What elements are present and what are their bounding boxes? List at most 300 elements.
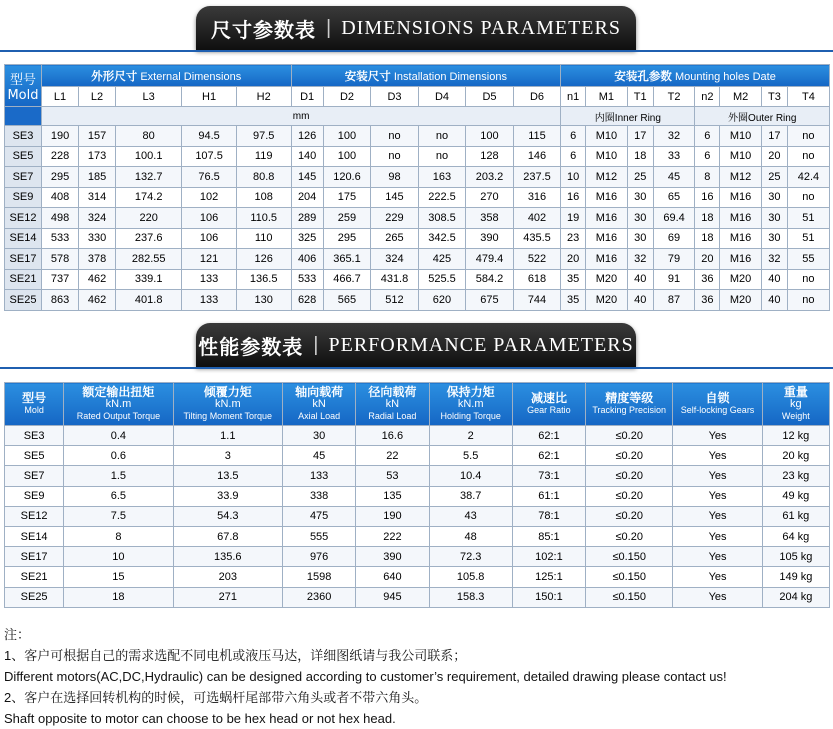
table-cell: 402 <box>513 208 561 229</box>
table-cell: 203.2 <box>466 167 514 188</box>
table-cell: 16.6 <box>356 426 429 446</box>
table-cell: 100 <box>466 126 514 147</box>
table-cell: 1598 <box>282 567 355 587</box>
table-cell: 475 <box>282 506 355 526</box>
model-cell: SE12 <box>5 208 42 229</box>
table-cell: 22 <box>356 446 429 466</box>
table-cell: 6 <box>695 126 720 147</box>
table-cell: 16 <box>561 187 586 208</box>
table-cell: 30 <box>282 426 355 446</box>
table-cell: 324 <box>79 208 116 229</box>
table-cell: 620 <box>418 290 466 311</box>
performance-column-header <box>512 383 585 426</box>
table-cell: 6 <box>561 126 586 147</box>
table-cell: ≤0.150 <box>586 547 673 567</box>
column-label: D1 <box>291 87 323 107</box>
table-cell: M12 <box>585 167 627 188</box>
table-cell: 2 <box>429 426 512 446</box>
header-unit: kN.m <box>105 398 132 410</box>
header-en: Tilting Moment Torque <box>183 411 273 421</box>
table-cell: ≤0.20 <box>586 526 673 546</box>
table-cell: 30 <box>762 228 788 249</box>
table-cell: 3 <box>173 446 282 466</box>
table-cell: 135 <box>356 486 429 506</box>
units-row <box>5 107 830 126</box>
header-cn: 型号 <box>22 391 47 405</box>
table-cell: 1.5 <box>64 466 173 486</box>
header-cn: 倾覆力矩 <box>203 385 252 399</box>
note-1-en: Different motors(AC,DC,Hydraulic) can be designed according to customer’s requirement, detailed drawing please contact us! <box>4 669 727 684</box>
column-label: D6 <box>513 87 561 107</box>
table-cell: 18 <box>627 146 653 167</box>
header-en: Tracking Precision <box>592 405 667 415</box>
table-cell: 25 <box>762 167 788 188</box>
table-cell: 174.2 <box>116 187 182 208</box>
table-cell: 203 <box>173 567 282 587</box>
table-cell: 8 <box>695 167 720 188</box>
column-label: n2 <box>695 87 720 107</box>
table-cell: 106 <box>182 208 237 229</box>
table-cell: 32 <box>653 126 695 147</box>
table-cell: Yes <box>673 466 762 486</box>
column-label: D3 <box>371 87 419 107</box>
table-cell: 222.5 <box>418 187 466 208</box>
performance-column-header <box>356 383 429 426</box>
table-cell: 32 <box>627 249 653 270</box>
table-cell: 55 <box>787 249 829 270</box>
table-cell: 185 <box>79 167 116 188</box>
header-en: Radial Load <box>368 411 417 421</box>
installation-header-cn: 安装尺寸 <box>344 68 391 83</box>
model-cell: SE3 <box>5 126 42 147</box>
header-cn: 轴向载荷 <box>295 385 344 399</box>
column-label: H2 <box>236 87 291 107</box>
table-cell: ≤0.150 <box>586 567 673 587</box>
table-cell: 565 <box>323 290 371 311</box>
table-cell: M20 <box>720 269 762 290</box>
column-label: M1 <box>585 87 627 107</box>
table-cell: 640 <box>356 567 429 587</box>
external-dimensions-header <box>42 65 292 87</box>
table-row <box>5 486 830 506</box>
banner-separator: | <box>326 16 332 39</box>
table-cell: 173 <box>79 146 116 167</box>
dimensions-banner-rule <box>0 50 833 52</box>
model-cell: SE25 <box>5 587 64 607</box>
model-cell: SE9 <box>5 486 64 506</box>
table-row <box>5 208 830 229</box>
column-label: T2 <box>653 87 695 107</box>
table-cell: ≤0.20 <box>586 426 673 446</box>
table-cell: 512 <box>371 290 419 311</box>
table-cell: no <box>371 146 419 167</box>
performance-column-header <box>282 383 355 426</box>
table-row <box>5 146 830 167</box>
table-cell: 133 <box>282 466 355 486</box>
table-cell: 106 <box>182 228 237 249</box>
table-cell: ≤0.20 <box>586 506 673 526</box>
table-cell: 76.5 <box>182 167 237 188</box>
table-cell: 338 <box>282 486 355 506</box>
table-cell: 237.6 <box>116 228 182 249</box>
table-cell: 18 <box>695 208 720 229</box>
column-label: n1 <box>561 87 586 107</box>
table-cell: 342.5 <box>418 228 466 249</box>
performance-header-row <box>5 383 830 426</box>
table-cell: 10 <box>64 547 173 567</box>
table-cell: 32 <box>762 249 788 270</box>
header-cn: 自锁 <box>705 391 730 405</box>
mold-header <box>5 65 42 107</box>
table-cell: 16 <box>695 187 720 208</box>
table-cell: 555 <box>282 526 355 546</box>
table-cell: 126 <box>291 126 323 147</box>
table-cell: 462 <box>79 290 116 311</box>
table-cell: 20 <box>695 249 720 270</box>
model-cell: SE7 <box>5 466 64 486</box>
table-cell: 222 <box>356 526 429 546</box>
table-cell: 150:1 <box>512 587 585 607</box>
model-cell: SE25 <box>5 290 42 311</box>
table-cell: 61 kg <box>762 506 829 526</box>
header-unit: kN.m <box>457 398 484 410</box>
table-cell: 265 <box>371 228 419 249</box>
table-cell: no <box>787 269 829 290</box>
header-en: Holding Torque <box>440 411 501 421</box>
table-cell: 120.6 <box>323 167 371 188</box>
performance-column-header <box>429 383 512 426</box>
table-cell: 36 <box>695 290 720 311</box>
model-cell: SE21 <box>5 269 42 290</box>
column-label: T1 <box>627 87 653 107</box>
header-cn: 精度等级 <box>605 391 654 405</box>
table-row <box>5 466 830 486</box>
note-2-en: Shaft opposite to motor can choose to be hex head or not hex head. <box>4 711 396 726</box>
table-cell: 105.8 <box>429 567 512 587</box>
table-cell: 85:1 <box>512 526 585 546</box>
table-cell: 149 kg <box>762 567 829 587</box>
header-cn: 径向载荷 <box>368 385 417 399</box>
header-en: Axial Load <box>298 411 341 421</box>
table-cell: 107.5 <box>182 146 237 167</box>
table-cell: 525.5 <box>418 269 466 290</box>
dimensions-banner-en: DIMENSIONS PARAMETERS <box>341 16 621 39</box>
table-cell: M16 <box>585 249 627 270</box>
table-cell: 38.7 <box>429 486 512 506</box>
table-cell: M10 <box>720 126 762 147</box>
table-row <box>5 526 830 546</box>
table-cell: 6 <box>561 146 586 167</box>
table-cell: 40 <box>627 269 653 290</box>
table-cell: 15 <box>64 567 173 587</box>
table-cell: 98 <box>371 167 419 188</box>
installation-header-en: Installation Dimensions <box>393 70 507 83</box>
model-cell: SE17 <box>5 249 42 270</box>
table-cell: 533 <box>42 228 79 249</box>
column-label: L3 <box>116 87 182 107</box>
table-cell: 339.1 <box>116 269 182 290</box>
table-cell: 406 <box>291 249 323 270</box>
banner-separator: | <box>313 333 319 356</box>
table-cell: 190 <box>356 506 429 526</box>
table-cell: Yes <box>673 426 762 446</box>
table-cell: no <box>787 187 829 208</box>
header-en: Mold <box>24 405 44 415</box>
performance-banner-cn: 性能参数表 <box>198 334 304 359</box>
column-label: M2 <box>720 87 762 107</box>
installation-dimensions-header <box>291 65 561 87</box>
performance-banner-rule <box>0 367 833 369</box>
table-cell: 8 <box>64 526 173 546</box>
table-cell: no <box>787 126 829 147</box>
performance-banner <box>196 323 636 367</box>
table-cell: 19 <box>561 208 586 229</box>
header-unit: kN <box>312 398 326 410</box>
table-cell: 80 <box>116 126 182 147</box>
table-cell: 435.5 <box>513 228 561 249</box>
table-cell: Yes <box>673 567 762 587</box>
table-cell: no <box>787 146 829 167</box>
table-cell: 2360 <box>282 587 355 607</box>
table-cell: 108 <box>236 187 291 208</box>
table-cell: 0.6 <box>64 446 173 466</box>
table-cell: 737 <box>42 269 79 290</box>
table-cell: 62:1 <box>512 426 585 446</box>
table-cell: 79 <box>653 249 695 270</box>
table-cell: 158.3 <box>429 587 512 607</box>
mold-header-cn: 型号 <box>9 72 36 88</box>
table-cell: 6.5 <box>64 486 173 506</box>
table-cell: 43 <box>429 506 512 526</box>
table-cell: 20 <box>561 249 586 270</box>
table-cell: 18 <box>695 228 720 249</box>
model-cell: SE14 <box>5 526 64 546</box>
header-cn: 额定输出扭矩 <box>82 385 155 399</box>
model-cell: SE9 <box>5 187 42 208</box>
table-cell: 110 <box>236 228 291 249</box>
unit-mm: mm <box>42 107 561 126</box>
table-cell: 102:1 <box>512 547 585 567</box>
table-cell: no <box>787 290 829 311</box>
table-cell: 35 <box>561 269 586 290</box>
table-cell: 220 <box>116 208 182 229</box>
table-cell: 130 <box>236 290 291 311</box>
table-row <box>5 446 830 466</box>
table-cell: 675 <box>466 290 514 311</box>
table-cell: 72.3 <box>429 547 512 567</box>
performance-column-header <box>673 383 762 426</box>
table-cell: 119 <box>236 146 291 167</box>
table-cell: 17 <box>627 126 653 147</box>
table-cell: 863 <box>42 290 79 311</box>
table-cell: 744 <box>513 290 561 311</box>
column-label: L1 <box>42 87 79 107</box>
table-cell: 259 <box>323 208 371 229</box>
table-cell: 64 kg <box>762 526 829 546</box>
table-cell: 228 <box>42 146 79 167</box>
table-cell: 128 <box>466 146 514 167</box>
header-cn: 保持力矩 <box>446 385 495 399</box>
table-cell: 10 <box>561 167 586 188</box>
table-cell: 578 <box>42 249 79 270</box>
table-cell: 100 <box>323 126 371 147</box>
table-cell: 100 <box>323 146 371 167</box>
table-cell: 316 <box>513 187 561 208</box>
column-label: D2 <box>323 87 371 107</box>
table-cell: 157 <box>79 126 116 147</box>
notes <box>4 624 727 729</box>
table-row <box>5 547 830 567</box>
table-cell: M16 <box>720 249 762 270</box>
table-cell: 23 <box>561 228 586 249</box>
table-cell: 48 <box>429 526 512 546</box>
table-cell: M20 <box>585 290 627 311</box>
table-cell: 190 <box>42 126 79 147</box>
table-cell: 30 <box>627 228 653 249</box>
column-label: T3 <box>762 87 788 107</box>
model-cell: SE5 <box>5 446 64 466</box>
table-cell: 5.5 <box>429 446 512 466</box>
table-cell: no <box>418 126 466 147</box>
table-cell: 69 <box>653 228 695 249</box>
table-row <box>5 506 830 526</box>
table-cell: M12 <box>720 167 762 188</box>
table-cell: 462 <box>79 269 116 290</box>
table-cell: ≤0.150 <box>586 587 673 607</box>
model-cell: SE5 <box>5 146 42 167</box>
performance-banner-en: PERFORMANCE PARAMETERS <box>328 333 634 356</box>
units-row-spacer <box>5 107 42 126</box>
table-cell: Yes <box>673 506 762 526</box>
table-cell: 36 <box>695 269 720 290</box>
table-cell: M16 <box>720 187 762 208</box>
header-unit: kN.m <box>214 398 241 410</box>
performance-column-header <box>173 383 282 426</box>
table-cell: 97.5 <box>236 126 291 147</box>
note-1-cn: 1、客户可根据自己的需求选配不同电机或液压马达，详细图纸请与我公司联系； <box>4 648 467 663</box>
table-cell: 325 <box>291 228 323 249</box>
table-cell: 324 <box>371 249 419 270</box>
table-cell: 6 <box>695 146 720 167</box>
header-en: Weight <box>781 411 810 421</box>
table-cell: 390 <box>466 228 514 249</box>
external-header-en: External Dimensions <box>140 70 242 83</box>
model-cell: SE3 <box>5 426 64 446</box>
table-cell: 33.9 <box>173 486 282 506</box>
table-cell: 62:1 <box>512 446 585 466</box>
notes-title: 注： <box>4 627 31 642</box>
external-header-cn: 外形尺寸 <box>91 68 138 83</box>
dimensions-table <box>4 64 830 311</box>
table-row <box>5 269 830 290</box>
table-row <box>5 167 830 188</box>
table-cell: 100.1 <box>116 146 182 167</box>
table-cell: 73:1 <box>512 466 585 486</box>
table-cell: 30 <box>762 187 788 208</box>
table-cell: M10 <box>585 126 627 147</box>
table-cell: 628 <box>291 290 323 311</box>
mounting-holes-header <box>561 65 830 87</box>
table-cell: 479.4 <box>466 249 514 270</box>
table-cell: 54.3 <box>173 506 282 526</box>
table-cell: 431.8 <box>371 269 419 290</box>
table-cell: Yes <box>673 446 762 466</box>
table-cell: no <box>371 126 419 147</box>
table-cell: 204 kg <box>762 587 829 607</box>
table-cell: M20 <box>720 290 762 311</box>
header-en: Rated Output Torque <box>76 411 161 421</box>
table-cell: 51 <box>787 208 829 229</box>
mold-header-en: Mold <box>7 87 39 103</box>
table-cell: Yes <box>673 526 762 546</box>
table-cell: 132.7 <box>116 167 182 188</box>
table-cell: 51 <box>787 228 829 249</box>
table-cell: 30 <box>627 208 653 229</box>
performance-column-header <box>762 383 829 426</box>
table-cell: 133 <box>182 269 237 290</box>
table-cell: 390 <box>356 547 429 567</box>
table-cell: 140 <box>291 146 323 167</box>
mounting-header-en: Mounting holes Date <box>674 70 776 83</box>
table-cell: 42.4 <box>787 167 829 188</box>
table-cell: 61:1 <box>512 486 585 506</box>
column-label: L2 <box>79 87 116 107</box>
table-cell: no <box>418 146 466 167</box>
table-cell: Yes <box>673 587 762 607</box>
table-cell: 40 <box>627 290 653 311</box>
performance-table <box>4 382 830 608</box>
table-cell: M16 <box>585 208 627 229</box>
table-cell: 33 <box>653 146 695 167</box>
table-cell: 308.5 <box>418 208 466 229</box>
table-cell: 289 <box>291 208 323 229</box>
performance-table-body <box>5 426 830 608</box>
table-row <box>5 426 830 446</box>
table-row <box>5 187 830 208</box>
table-cell: 115 <box>513 126 561 147</box>
table-cell: 146 <box>513 146 561 167</box>
column-label: D5 <box>466 87 514 107</box>
performance-column-header <box>586 383 673 426</box>
table-cell: Yes <box>673 486 762 506</box>
table-cell: 271 <box>173 587 282 607</box>
table-cell: 69.4 <box>653 208 695 229</box>
header-unit: kg <box>790 398 802 410</box>
table-cell: 45 <box>282 446 355 466</box>
table-cell: 584.2 <box>466 269 514 290</box>
table-cell: 133 <box>182 290 237 311</box>
table-cell: 45 <box>653 167 695 188</box>
table-cell: 78:1 <box>512 506 585 526</box>
table-cell: 135.6 <box>173 547 282 567</box>
table-cell: 23 kg <box>762 466 829 486</box>
table-cell: 425 <box>418 249 466 270</box>
table-cell: 466.7 <box>323 269 371 290</box>
table-cell: 401.8 <box>116 290 182 311</box>
table-cell: 145 <box>371 187 419 208</box>
table-cell: 12 kg <box>762 426 829 446</box>
table-cell: 25 <box>627 167 653 188</box>
table-cell: Yes <box>673 547 762 567</box>
column-labels-row <box>5 87 830 107</box>
dimensions-banner <box>196 6 636 50</box>
table-cell: 121 <box>182 249 237 270</box>
table-cell: 20 kg <box>762 446 829 466</box>
table-cell: 17 <box>762 126 788 147</box>
table-row <box>5 587 830 607</box>
table-cell: 13.5 <box>173 466 282 486</box>
table-cell: 945 <box>356 587 429 607</box>
